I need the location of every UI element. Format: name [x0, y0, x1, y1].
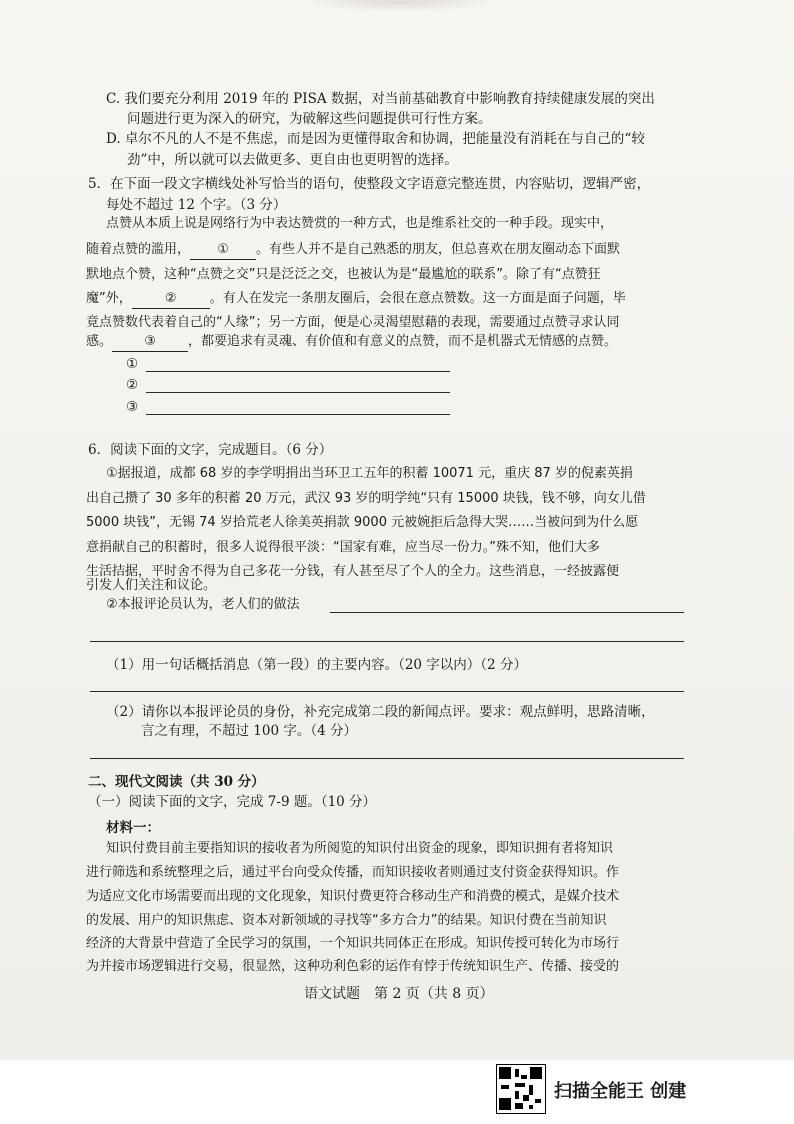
- q6-news-line1: ①据报道，成都 68 岁的李学明捐出当环卫工五年的积蓄 10071 元，重庆 87 岁的倪素英捐: [106, 466, 633, 481]
- q5-passage-line4-b: 。有人在发完一条朋友圈后，会很在意点赞数。这一方面是面子问题，毕: [209, 291, 626, 306]
- q5-answer-line-1[interactable]: [146, 371, 450, 372]
- q6-news-line6: 引发人们关注和议论。: [86, 578, 217, 593]
- q5-blank-1: ①: [190, 241, 256, 260]
- q5-blank-3: ③: [112, 333, 188, 352]
- material-1-line6: 为并接市场逻辑进行交易，很显然，这种功利色彩的运作有悖于传统知识生产、传播、接受的: [86, 959, 620, 974]
- q5-passage-line2: [86, 241, 620, 260]
- q6-stem: 6．阅读下面的文字，完成题目。（6 分）: [88, 442, 333, 458]
- q5-passage-line1: 点赞从本质上说是网络行为中表达赞赏的一种方式，也是维系社交的一种手段。现实中，: [106, 216, 614, 231]
- q5-answer-line-2[interactable]: [146, 392, 450, 393]
- section2-heading: 二、现代文阅读（共 30 分）: [88, 774, 265, 790]
- q5-passage-line5: 竟点赞数代表着自己的“人缘”；另一方面，便是心灵渴望慰藉的表现，需要通过点赞寻求认同: [86, 315, 620, 330]
- q6-subquestion-2-line2: 言之有理，不超过 100 字。（4 分）: [141, 723, 357, 739]
- q5-passage-line2-b: 。有些人并不是自己熟悉的朋友，但总喜欢在朋友圈动态下面默: [256, 242, 621, 257]
- q5-passage-line2-a: 随着点赞的滥用，: [86, 242, 191, 257]
- q6-comment-prompt: ②本报评论员认为，老人们的做法: [106, 597, 300, 612]
- q6-subquestion-1: （1）用一句话概括消息（第一段）的主要内容。（20 字以内）（2 分）: [106, 657, 527, 673]
- q6-comment-line-2[interactable]: [90, 641, 684, 642]
- q5-stem-line1: 5．在下面一段文字横线处补写恰当的语句，使整段文字语意完整连贯，内容贴切，逻辑严密，: [88, 176, 651, 192]
- q6-news-line3: 5000 块钱”，无锡 74 岁拾荒老人徐美英捐款 9000 元被婉拒后急得大哭……当被问到为什么愿: [86, 515, 639, 530]
- q6-news-line5: 生活拮据，平时舍不得为自己多花一分钱，有人甚至尽了个人的全力。这些消息，一经披露便: [86, 564, 620, 579]
- scanner-app-label: 扫描全能王 创建: [554, 1081, 687, 1102]
- material-1-line4: 的发展、用户的知识焦虑、资本对新领域的寻找等“多方合力”的结果。知识付费在当前知识: [86, 913, 607, 928]
- q4-option-d-line2: 劲”中，所以就可以去做更多、更自由也更明智的选择。: [127, 152, 458, 168]
- q5-answer-label-3: ③: [126, 399, 139, 415]
- q5-passage-line6-a: 感。: [86, 334, 113, 349]
- qr-code-icon: [496, 1064, 546, 1114]
- q5-blank-2: ②: [132, 290, 210, 309]
- q4-option-c-line1: C. 我们要充分利用 2019 年的 PISA 数据，对当前基础教育中影响教育持续健康发展的突出: [106, 91, 655, 107]
- q6-answer-line-1[interactable]: [90, 691, 684, 692]
- material-1-line5: 经济的大背景中营造了全民学习的氛围，一个知识共同体正在形成。知识传授可转化为市场行: [86, 936, 620, 951]
- q5-stem-line2: 每处不超过 12 个字。（3 分）: [106, 197, 287, 213]
- material-1-line1: 知识付费目前主要指知识的接收者为所阅览的知识付出资金的现象，即知识拥有者将知识: [106, 841, 614, 856]
- q4-option-d-line1: D. 卓尔不凡的人不是不焦虑，而是因为更懂得取舍和协调，把能量没有消耗在与自己的“较: [106, 131, 645, 147]
- q5-passage-line6: [86, 333, 617, 352]
- page-footer: 语文试题 第 2 页（共 8 页）: [304, 986, 494, 1002]
- page-fold-shadow: [300, 0, 500, 12]
- q6-answer-line-2[interactable]: [90, 758, 684, 759]
- q6-news-line4: 意捐献自己的积蓄时，很多人说得很平淡：“国家有难，应当尽一份力。”殊不知，他们大多: [86, 540, 600, 555]
- material-1-line2: 进行筛选和系统整理之后，通过平台向受众传播，而知识接收者则通过支付资金获得知识。作: [86, 865, 620, 880]
- q5-passage-line6-b: ，都要追求有灵魂、有价值和有意义的点赞，而不是机器式无情感的点赞。: [188, 334, 618, 349]
- q5-answer-label-2: ②: [126, 377, 139, 393]
- q6-subquestion-2-line1: （2）请你以本报评论员的身份，补充完成第二段的新闻点评。要求：观点鲜明，思路清晰，: [106, 704, 655, 720]
- q4-option-c-line2: 问题进行更为深入的研究，为破解这些问题提供可行性方案。: [127, 111, 492, 127]
- q5-answer-line-3[interactable]: [146, 414, 450, 415]
- q6-comment-line-1[interactable]: [330, 612, 684, 613]
- section2-subheading: （一）阅读下面的文字，完成 7-9 题。（10 分）: [88, 794, 377, 810]
- material-1-line3: 为适应文化市场需要而出现的文化现象，知识付费更符合移动生产和消费的模式，是媒介技术: [86, 889, 620, 904]
- q5-passage-line4: [86, 290, 626, 309]
- q6-news-line2: 出自己攒了 30 多年的积蓄 20 万元，武汉 93 岁的明学纯“只有 15000 块钱，钱不够，向女儿借: [86, 491, 646, 506]
- material-1-label: 材料一：: [106, 820, 160, 836]
- q5-passage-line3: 默地点个赞，这种“点赞之交”只是泛泛之交，也被认为是“最尴尬的联系”。除了有“点赞狂: [86, 267, 601, 282]
- q5-passage-line4-a: 魔”外，: [86, 291, 132, 306]
- q5-answer-label-1: ①: [126, 356, 139, 372]
